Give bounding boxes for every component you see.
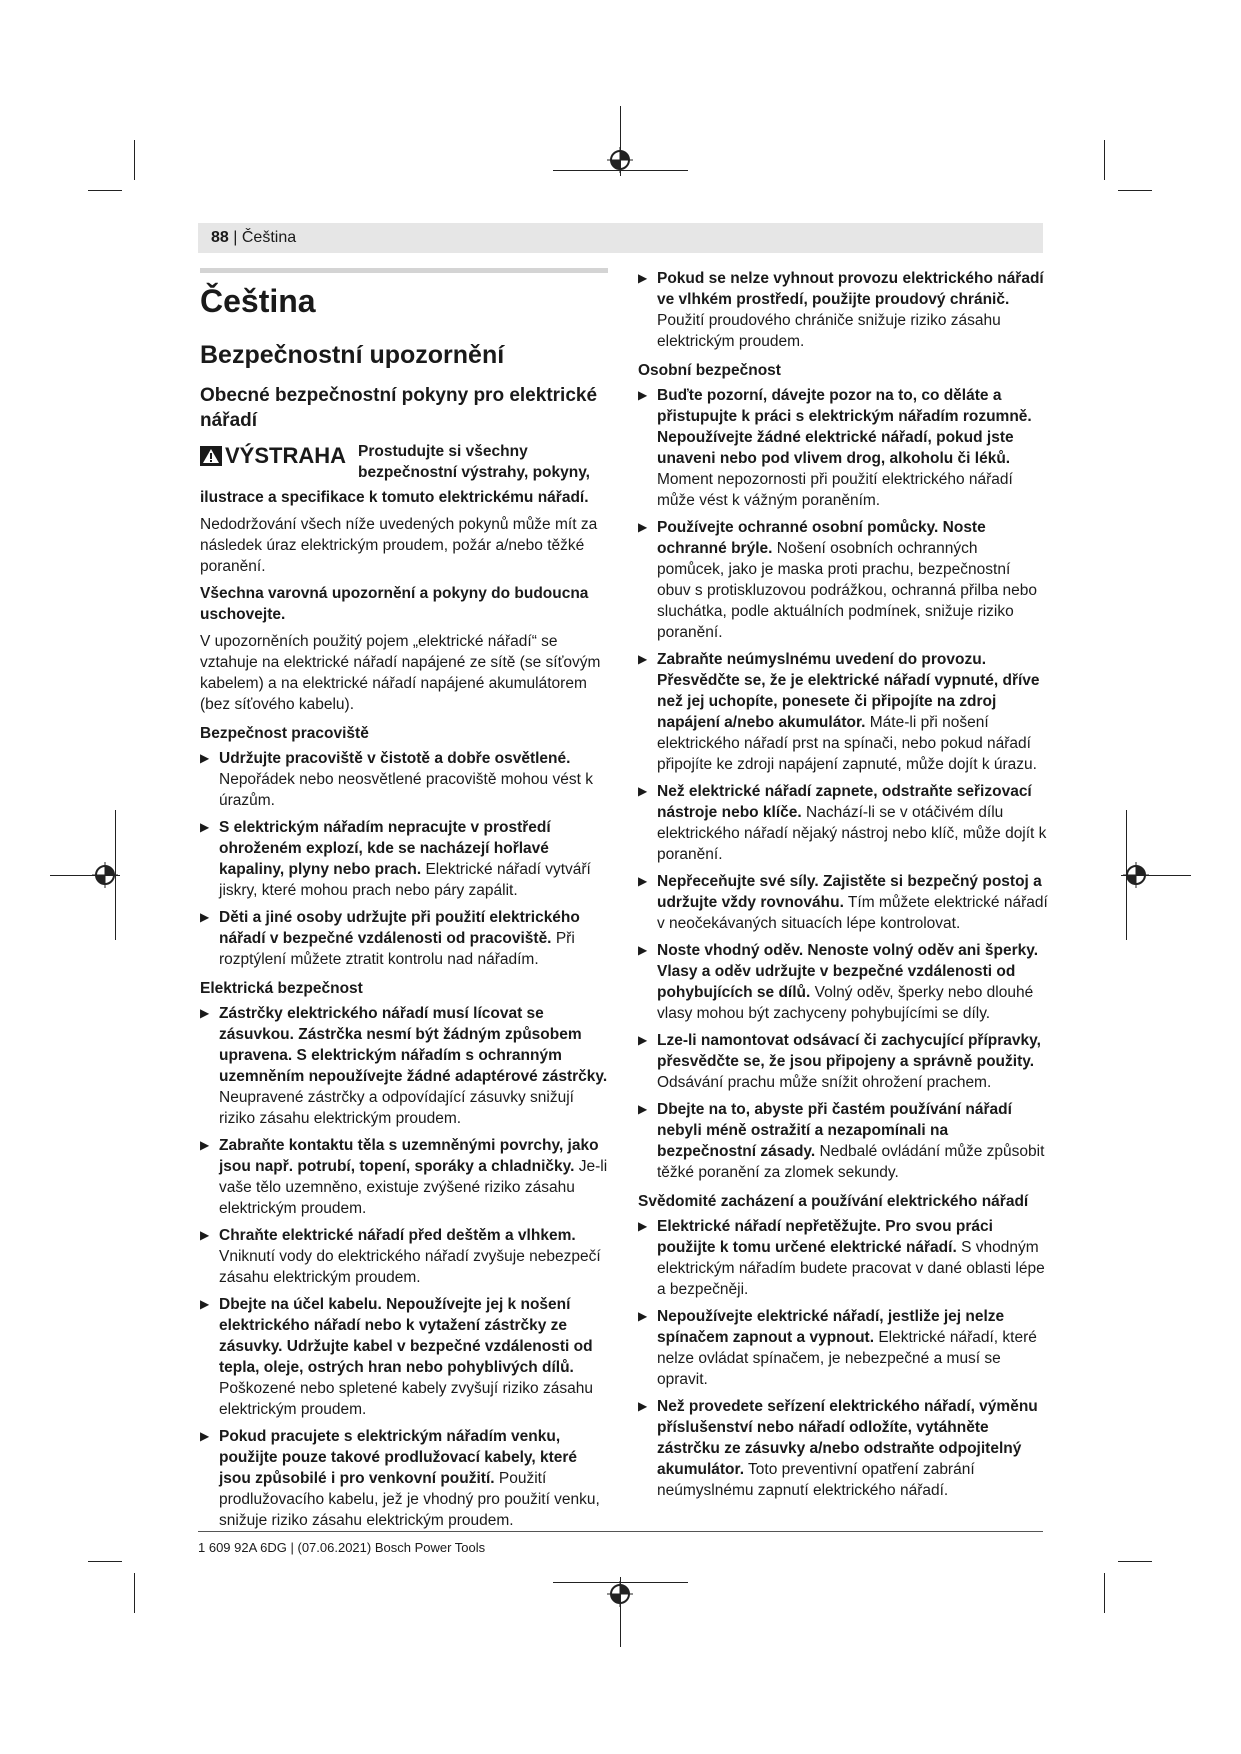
item-bold-text: Buďte pozorní, dávejte pozor na to, co děláte a přistupujte k práci s elektrickým nářadím rozumně. Nepoužívejte žádné elektrické nářadí, pokud jste unaveni nebo pod vlivem drog, alkoholu či léků. bbox=[657, 387, 1032, 467]
item-bold-text: Lze-li namontovat odsávací či zachycující přípravky, přesvědčte se, že jsou připojeny a správně použity. bbox=[657, 1032, 1041, 1070]
item-bold-text: Chraňte elektrické nářadí před deštěm a vlhkem. bbox=[219, 1227, 576, 1244]
page-title: Čeština bbox=[200, 283, 316, 319]
crop-mark bbox=[88, 1561, 122, 1562]
item-bold-text: Používejte ochranné osobní pomůcky. Noste ochranné brýle. bbox=[657, 519, 986, 557]
list-item bbox=[638, 781, 1048, 865]
list-item bbox=[638, 940, 1048, 1024]
crop-mark bbox=[1118, 190, 1152, 191]
section-heading: Svědomité zacházení a používání elektrického nářadí bbox=[638, 1193, 1029, 1210]
item-text: Neupravené zástrčky a odpovídající zásuvky snižují riziko zásahu elektrickým proudem. bbox=[219, 1089, 574, 1127]
bullet-arrow-icon: ▶ bbox=[200, 1006, 210, 1020]
list-item bbox=[638, 268, 1048, 352]
term-note: V upozorněních použitý pojem „elektrické nářadí“ se vztahuje na elektrické nářadí napájené ze sítě (se síťovým kabelem) a na elektrické nářadí napájené akumulátorem (bez síťového kabelu). bbox=[200, 633, 601, 713]
list-item bbox=[638, 1030, 1048, 1093]
list-item bbox=[638, 1216, 1048, 1300]
item-text: Nepořádek nebo neosvětlené pracoviště mohou vést k úrazům. bbox=[219, 771, 593, 809]
crop-mark bbox=[134, 140, 135, 180]
bullet-arrow-icon: ▶ bbox=[200, 1297, 210, 1311]
item-text: Poškozené nebo spletené kabely zvyšují riziko zásahu elektrickým proudem. bbox=[219, 1380, 593, 1418]
item-text: Tím můžete elektrické nářadí v neočekávaných situacích lépe kontrolovat. bbox=[657, 894, 1048, 932]
page-header-bar bbox=[198, 223, 1043, 253]
item-text: Toto preventivní opatření zabrání neúmyslnému zapnutí elektrického nářadí. bbox=[657, 1461, 975, 1499]
item-bold-text: Dbejte na to, abyste při častém používání nářadí nebyli méně ostražití a nezapomínali na bezpečnostní zásady. bbox=[657, 1101, 1012, 1160]
warning-label-text: VÝSTRAHA bbox=[225, 443, 347, 468]
list-item bbox=[200, 748, 608, 811]
registration-mark-icon bbox=[92, 862, 118, 888]
header-language: Čeština bbox=[241, 229, 297, 246]
page-number: 88 bbox=[211, 229, 229, 246]
list-item bbox=[638, 1099, 1048, 1183]
bullet-arrow-icon: ▶ bbox=[638, 1102, 648, 1116]
item-text: Volný oděv, šperky nebo dlouhé vlasy mohou být zachyceny pohybujícími se díly. bbox=[657, 984, 1034, 1022]
bullet-arrow-icon: ▶ bbox=[200, 820, 210, 834]
keep-note: Všechna varovná upozornění a pokyny do budoucna uschovejte. bbox=[200, 585, 589, 623]
left-sections bbox=[200, 723, 608, 1531]
item-bold-text: Pokud pracujete s elektrickým nářadím venku, použijte pouze takové prodlužovací kabely, které jsou způsobilé i pro venkovní použití. bbox=[219, 1428, 578, 1487]
bullet-arrow-icon: ▶ bbox=[638, 1399, 648, 1413]
item-text: S vhodným elektrickým nářadím budete pracovat v dané oblasti lépe a bezpečněji. bbox=[657, 1239, 1045, 1298]
title-rule bbox=[200, 268, 608, 273]
list-item bbox=[200, 907, 608, 970]
item-bold-text: S elektrickým nářadím nepracujte v prostředí ohroženém explozí, kde se nacházejí hořlavé kapaliny, plyny nebo prach. bbox=[219, 819, 551, 878]
item-text: Elektrické nářadí vytváří jiskry, které mohou prach nebo páry zapálit. bbox=[219, 861, 591, 899]
bullet-arrow-icon: ▶ bbox=[638, 784, 648, 798]
bullet-arrow-icon: ▶ bbox=[200, 1429, 210, 1443]
warning-triangle-icon bbox=[200, 446, 222, 466]
crop-mark bbox=[1118, 1561, 1152, 1562]
bullet-arrow-icon: ▶ bbox=[638, 1033, 648, 1047]
item-text: Použití prodlužovacího kabelu, jež je vhodný pro použití venku, snižuje riziko zásahu elektrickým proudem. bbox=[219, 1470, 600, 1529]
bullet-arrow-icon: ▶ bbox=[638, 1219, 648, 1233]
bullet-arrow-icon: ▶ bbox=[638, 1309, 648, 1323]
item-text: Je-li vaše tělo uzemněno, existuje zvýšené riziko zásahu elektrickým proudem. bbox=[219, 1158, 608, 1217]
warning-block bbox=[200, 441, 608, 487]
warning-cont-text: ilustrace a specifikace k tomuto elektrickému nářadí. bbox=[200, 489, 589, 506]
section-title: Bezpečnostní upozornění bbox=[200, 341, 505, 369]
bullet-arrow-icon: ▶ bbox=[638, 874, 648, 888]
crop-mark bbox=[1104, 1573, 1105, 1613]
bullet-arrow-icon: ▶ bbox=[638, 943, 648, 957]
item-bold-text: Noste vhodný oděv. Nenoste volný oděv ani šperky. Vlasy a oděv udržujte v bezpečné vzdálenosti od pohybujících se dílů. bbox=[657, 942, 1038, 1001]
item-bold-text: Nepoužívejte elektrické nářadí, jestliže jej nelze spínačem zapnout a vypnout. bbox=[657, 1308, 1005, 1346]
item-bold-text: Pokud se nelze vyhnout provozu elektrického nářadí ve vlhkém prostředí, použijte proudový chránič. bbox=[657, 270, 1044, 308]
left-column bbox=[200, 268, 608, 1537]
header-separator: | bbox=[233, 229, 238, 246]
item-text: Moment nepozornosti při použití elektrického nářadí může vést k vážným poraněním. bbox=[657, 471, 1013, 509]
item-text: Odsávání prachu může snížit ohrožení prachem. bbox=[657, 1074, 992, 1091]
bullet-arrow-icon: ▶ bbox=[638, 388, 648, 402]
bullet-arrow-icon: ▶ bbox=[200, 910, 210, 924]
item-bold-text: Zástrčky elektrického nářadí musí lícovat se zásuvkou. Zástrčka nesmí být žádným způsobem upravena. S elektrickým nářadím s ochranným uzemněním nepoužívejte žádné adaptérové zástrčky. bbox=[219, 1005, 608, 1085]
item-bold-text: Elektrické nářadí nepřetěžujte. Pro svou práci použijte k tomu určené elektrické nářadí. bbox=[657, 1218, 993, 1256]
item-bold-text: Udržujte pracoviště v čistotě a dobře osvětlené. bbox=[219, 750, 571, 767]
section-heading: Bezpečnost pracoviště bbox=[200, 725, 369, 742]
footer-rule bbox=[198, 1531, 1043, 1532]
warning-side-text: Prostudujte si všechny bezpečnostní výstrahy, pokyny, bbox=[358, 443, 590, 481]
bullet-arrow-icon: ▶ bbox=[638, 520, 648, 534]
item-text: Máte-li při nošení elektrického nářadí prst na spínači, nebo pokud nářadí připojíte ke zdroji napájení zapnuté, může dojít k úrazu. bbox=[657, 714, 1037, 773]
list-item bbox=[200, 1426, 608, 1531]
list-item bbox=[638, 649, 1048, 775]
registration-mark-icon bbox=[607, 1581, 633, 1607]
warning-body: Nedodržování všech níže uvedených pokynů může mít za následek úraz elektrickým proudem, požár a/nebo těžké poranění. bbox=[200, 516, 598, 575]
item-text: Nošení osobních ochranných pomůcek, jako je maska proti prachu, bezpečnostní obuv s protiskluzovou podrážkou, ochranná přilba nebo sluchátka, podle aktuálních podmínek, snižuje riziko poranění. bbox=[657, 540, 1037, 641]
item-bold-text: Zabraňte kontaktu těla s uzemněnými povrchy, jako jsou např. potrubí, topení, sporáky a chladničky. bbox=[219, 1137, 599, 1175]
list-item bbox=[200, 1294, 608, 1420]
section-heading: Osobní bezpečnost bbox=[638, 362, 781, 379]
list-item bbox=[200, 1003, 608, 1129]
bullet-arrow-icon: ▶ bbox=[638, 271, 648, 285]
item-text: Nachází-li se v otáčivém dílu elektrického nářadí nějaký nástroj nebo klíč, může dojít k poranění. bbox=[657, 804, 1047, 863]
crop-mark bbox=[1104, 140, 1105, 180]
list-item bbox=[638, 517, 1048, 643]
item-text: Elektrické nářadí, které nelze ovládat spínačem, je nebezpečné a musí se opravit. bbox=[657, 1329, 1037, 1388]
warning-label bbox=[200, 443, 346, 469]
bullet-arrow-icon: ▶ bbox=[200, 1138, 210, 1152]
right-column bbox=[638, 268, 1048, 1507]
list-item bbox=[638, 871, 1048, 934]
item-bold-text: Dbejte na účel kabelu. Nepoužívejte jej k nošení elektrického nářadí nebo k vytažení zástrčky ze zásuvky. Udržujte kabel v bezpečné vzdálenosti od tepla, oleje, ostrých hran nebo pohyblivých dílů. bbox=[219, 1296, 593, 1376]
bullet-arrow-icon: ▶ bbox=[200, 751, 210, 765]
section-heading: Elektrická bezpečnost bbox=[200, 980, 363, 997]
item-bold-text: Než provedete seřízení elektrického nářadí, výměnu příslušenství nebo nářadí odložíte, vytáhněte zástrčku ze zásuvky a/nebo odstraňte odpojitelný akumulátor. bbox=[657, 1398, 1038, 1478]
list-item bbox=[638, 1306, 1048, 1390]
item-bold-text: Zabraňte neúmyslnému uvedení do provozu. Přesvědčte se, že je elektrické nářadí vypnuté, dříve než jej uchopíte, ponesete či připojíte na zdroj napájení a/nebo akumulátor. bbox=[657, 651, 1040, 731]
registration-mark-icon bbox=[1123, 862, 1149, 888]
page-footer: 1 609 92A 6DG | (07.06.2021) Bosch Power Tools bbox=[198, 1540, 486, 1555]
item-text: Při rozptýlení můžete ztratit kontrolu nad nářadím. bbox=[219, 930, 575, 968]
subsection-title: Obecné bezpečnostní pokyny pro elektrické nářadí bbox=[200, 385, 598, 431]
list-item bbox=[638, 385, 1048, 511]
item-bold-text: Než elektrické nářadí zapnete, odstraňte seřizovací nástroje nebo klíče. bbox=[657, 783, 1032, 821]
item-bold-text: Nepřeceňujte své síly. Zajistěte si bezpečný postoj a udržujte vždy rovnováhu. bbox=[657, 873, 1042, 911]
item-text: Vniknutí vody do elektrického nářadí zvyšuje nebezpečí zásahu elektrickým proudem. bbox=[219, 1248, 601, 1286]
crop-mark bbox=[134, 1573, 135, 1613]
item-text: Nedbalé ovládání může způsobit těžké poranění za zlomek sekundy. bbox=[657, 1143, 1045, 1181]
crop-mark bbox=[88, 190, 122, 191]
list-item bbox=[638, 1396, 1048, 1501]
list-item bbox=[200, 817, 608, 901]
list-item bbox=[200, 1225, 608, 1288]
page-header bbox=[211, 229, 296, 247]
item-text: Použití proudového chrániče snižuje riziko zásahu elektrickým proudem. bbox=[657, 312, 1001, 350]
right-sections bbox=[638, 360, 1048, 1501]
registration-mark-icon bbox=[607, 147, 633, 173]
bullet-arrow-icon: ▶ bbox=[200, 1228, 210, 1242]
bullet-arrow-icon: ▶ bbox=[638, 652, 648, 666]
list-item bbox=[200, 1135, 608, 1219]
item-bold-text: Děti a jiné osoby udržujte při použití elektrického nářadí v bezpečné vzdálenosti od pracoviště. bbox=[219, 909, 580, 947]
